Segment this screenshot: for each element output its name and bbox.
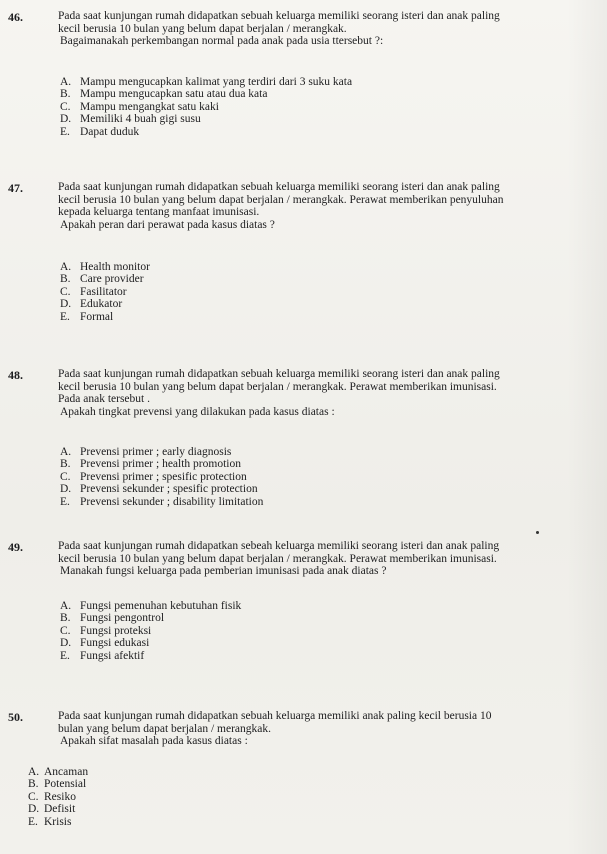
option-letter: B. [28, 778, 39, 791]
option-letter: A. [60, 261, 72, 273]
option-a[interactable] [60, 600, 599, 612]
option-text: Krisis [44, 815, 72, 828]
option-c[interactable] [60, 101, 599, 113]
option-list [60, 261, 599, 323]
option-letter: B. [60, 273, 71, 286]
option-text: Defisit [44, 803, 76, 816]
option-b[interactable] [60, 273, 599, 285]
option-a[interactable] [28, 766, 599, 778]
question-text [58, 710, 599, 748]
option-text: Prevensi primer ; spesific protection [80, 470, 247, 483]
option-text: Edukator [80, 298, 123, 311]
option-text: Mampu mengucapkan satu atau dua kata [80, 88, 268, 101]
option-c[interactable] [60, 471, 599, 483]
question-prompt: Bagaimanakah perkembangan normal pada anak pada usia ttersebut ?: [60, 35, 384, 47]
option-c[interactable] [28, 791, 599, 803]
ink-speck [536, 531, 539, 534]
question-line: Pada saat kunjungan rumah didapatkan sebeah keluarga memiliki seorang isteri dan anak paling [58, 540, 500, 552]
option-letter: C. [60, 624, 71, 637]
question-text [58, 540, 599, 578]
option-list [28, 766, 599, 828]
option-letter: D. [60, 298, 72, 311]
option-text: Fungsi proteksi [80, 624, 152, 637]
option-letter: C. [60, 100, 71, 113]
option-d[interactable] [60, 483, 599, 495]
option-letter: B. [60, 458, 71, 471]
question-text [58, 181, 599, 231]
option-letter: E. [60, 310, 70, 323]
option-c[interactable] [60, 625, 599, 637]
option-text: Mampu mengangkat satu kaki [80, 100, 219, 113]
option-list [60, 446, 599, 508]
option-text: Fungsi edukasi [80, 637, 150, 650]
question-line: Pada saat kunjungan rumah didapatkan sebuah keluarga memiliki anak paling kecil berusia 10 [58, 710, 492, 722]
option-letter: B. [60, 88, 71, 101]
question-line: kecil berusia 10 bulan yang belum dapat berjalan / merangkak. Perawat memberikan imunisasi. [58, 552, 497, 565]
option-letter: E. [60, 495, 70, 508]
option-e[interactable] [60, 311, 599, 323]
question-number: 50. [8, 710, 23, 724]
question-text [58, 368, 599, 418]
question-line: Pada saat kunjungan rumah didapatkan sebuah keluarga memiliki seorang isteri dan anak paling [58, 368, 500, 380]
option-text: Prevensi primer ; health promotion [80, 458, 241, 471]
option-letter: D. [60, 483, 72, 496]
option-b[interactable] [60, 88, 599, 100]
option-a[interactable] [60, 446, 599, 458]
option-d[interactable] [60, 298, 599, 310]
option-d[interactable] [28, 803, 599, 815]
question-prompt: Apakah tingkat prevensi yang dilakukan pada kasus diatas : [60, 405, 335, 418]
option-b[interactable] [60, 458, 599, 470]
question-prompt: Apakah peran dari perawat pada kasus diatas ? [60, 218, 275, 231]
question-line: kepada keluarga tentang manfaat imunisasi. [58, 206, 260, 218]
option-text: Care provider [80, 273, 144, 286]
option-b[interactable] [28, 778, 599, 790]
question-line: Pada saat kunjungan rumah didapatkan sebuah keluarga memiliki seorang isteri dan anak paling [58, 10, 500, 22]
option-letter: D. [60, 113, 72, 126]
option-text: Fasilitator [80, 285, 127, 298]
option-d[interactable] [60, 637, 599, 649]
question-prompt: Apakah sifat masalah pada kasus diatas : [60, 735, 248, 747]
option-letter: A. [60, 600, 72, 612]
option-text: Health monitor [80, 261, 150, 273]
question-line: Pada saat kunjungan rumah didapatkan sebuah keluarga memiliki seorang isteri dan anak paling [58, 181, 500, 193]
option-letter: D. [60, 637, 72, 650]
option-letter: B. [60, 612, 71, 625]
question-line: Pada anak tersebut . [58, 393, 150, 405]
option-a[interactable] [60, 261, 599, 273]
option-text: Potensial [44, 778, 87, 791]
question-prompt: Manakah fungsi keluarga pada pemberian imunisasi pada anak diatas ? [60, 565, 387, 577]
question-text [58, 10, 599, 48]
question-line: kecil berusia 10 bulan yang belum dapat berjalan / merangkak. [58, 22, 347, 35]
option-list [60, 76, 599, 138]
option-text: Prevensi sekunder ; spesific protection [80, 483, 258, 496]
question-line: kecil berusia 10 bulan yang belum dapat berjalan / merangkak. Perawat memberikan imunisasi. [58, 380, 497, 393]
option-text: Prevensi primer ; early diagnosis [80, 446, 232, 458]
option-letter: E. [60, 125, 70, 138]
option-text: Fungsi afektif [80, 649, 145, 662]
option-letter: A. [60, 446, 72, 458]
question-number: 47. [8, 181, 23, 195]
option-text: Fungsi pemenuhan kebutuhan fisik [80, 600, 242, 612]
question-number: 48. [8, 368, 23, 382]
option-e[interactable] [60, 126, 599, 138]
option-text: Formal [80, 310, 114, 323]
option-a[interactable] [60, 76, 599, 88]
option-c[interactable] [60, 286, 599, 298]
option-letter: E. [28, 815, 38, 828]
option-letter: C. [28, 790, 39, 803]
option-text: Resiko [44, 790, 76, 803]
question-line: kecil berusia 10 bulan yang belum dapat berjalan / merangkak. Perawat memberikan penyuluhan [58, 193, 504, 206]
option-text: Dapat duduk [80, 125, 140, 138]
option-text: Ancaman [44, 766, 89, 778]
option-text: Prevensi sekunder ; disability limitation [80, 495, 264, 508]
option-letter: D. [28, 803, 40, 816]
option-d[interactable] [60, 113, 599, 125]
option-e[interactable] [60, 496, 599, 508]
question-number: 49. [8, 540, 23, 554]
question-number: 46. [8, 10, 23, 24]
option-list [60, 600, 599, 662]
option-b[interactable] [60, 612, 599, 624]
option-text: Mampu mengucapkan kalimat yang terdiri dari 3 suku kata [80, 76, 353, 88]
option-letter: A. [60, 76, 72, 88]
option-e[interactable] [28, 816, 599, 828]
question-line: bulan yang belum dapat berjalan / merangkak. [58, 722, 271, 735]
option-text: Memiliki 4 buah gigi susu [80, 113, 201, 126]
option-letter: E. [60, 649, 70, 662]
option-letter: C. [60, 470, 71, 483]
page-edge-shadow [567, 0, 607, 854]
option-letter: A. [28, 766, 40, 778]
option-e[interactable] [60, 650, 599, 662]
option-text: Fungsi pengontrol [80, 612, 165, 625]
option-letter: C. [60, 285, 71, 298]
